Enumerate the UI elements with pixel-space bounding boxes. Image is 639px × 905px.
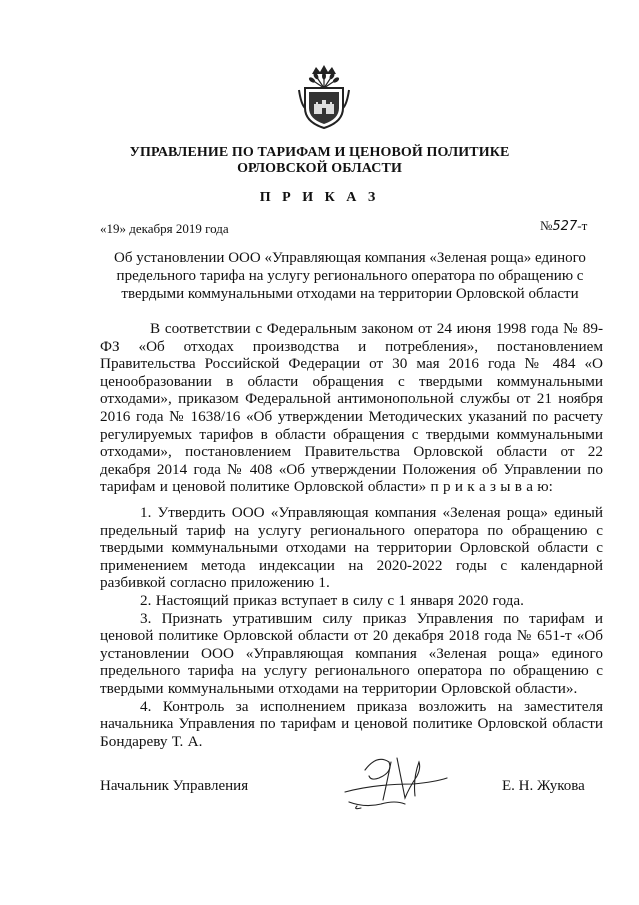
order-item: 2. Настоящий приказ вступает в силу с 1 января 2020 года. bbox=[140, 591, 524, 609]
document-subject: Об установлении ООО «Управляющая компания «Зеленая роща» единого предельного тарифа на услугу регионального оператора по обращению с твердыми коммунальными отходами на территории Орловской области bbox=[114, 250, 586, 302]
coat-of-arms-icon bbox=[296, 64, 352, 130]
order-item: 3. Признать утратившим силу приказ Управления по тарифам и ценовой политике Орловской области от 20 декабря 2018 года № 651-т «Об установлении ООО «Управляющая компания «Зеленая роща» единого предельного тарифа на услугу регионального оператора по обращению с твердыми коммунальными отходами на территории Орловской области». bbox=[100, 609, 603, 697]
order-item: 4. Контроль за исполнением приказа возложить на заместителя начальника Управления по тарифам и ценовой политике Орловской области Бондареву Т. А. bbox=[100, 697, 603, 750]
signatory-name: Е. Н. Жукова bbox=[502, 778, 585, 794]
number-handwritten: 527 bbox=[552, 219, 578, 234]
document-type: П Р И К А З bbox=[259, 190, 380, 205]
preamble-text: В соответствии с Федеральным законом от 24 июня 1998 года № 89-ФЗ «Об отходах производства и потребления», постановлением Правительства Российской Федерации от 30 мая 2016 года № 484 «О ценообразовании в области обращения с твердыми коммунальными отходами», приказом Федеральной антимонопольной службы от 21 ноября 2016 года № 1638/16 «Об утверждении Методических указаний по расчету регулируемых тарифов в области обращения с твердыми коммунальными отходами», постановлением Правительства Орловской области от 22 декабря 2014 года № 408 «Об утверждении Положения об Управлении по тарифам и ценовой политике Орловской области» п р и к а з ы в а ю: bbox=[100, 320, 603, 496]
number-suffix: -т bbox=[577, 218, 588, 233]
order-items bbox=[100, 504, 603, 750]
organization-name-line2: ОРЛОВСКОЙ ОБЛАСТИ bbox=[237, 161, 402, 176]
organization-name-line1: УПРАВЛЕНИЕ ПО ТАРИФАМ И ЦЕНОВОЙ ПОЛИТИКЕ bbox=[129, 145, 510, 160]
number-prefix: № bbox=[540, 218, 553, 233]
signature-icon bbox=[335, 748, 455, 814]
document-number bbox=[540, 218, 587, 234]
order-item: 1. Утвердить ООО «Управляющая компания «Зеленая роща» единый предельный тариф на услугу регионального оператора по обращению с твердыми коммунальными отходами на территории Орловской области с применением метода индексации на 2020-2022 годы с календарной разбивкой согласно приложению 1. bbox=[100, 504, 603, 592]
document-date: «19» декабря 2019 года bbox=[100, 221, 229, 236]
signatory-title: Начальник Управления bbox=[100, 778, 249, 794]
preamble bbox=[100, 320, 603, 496]
